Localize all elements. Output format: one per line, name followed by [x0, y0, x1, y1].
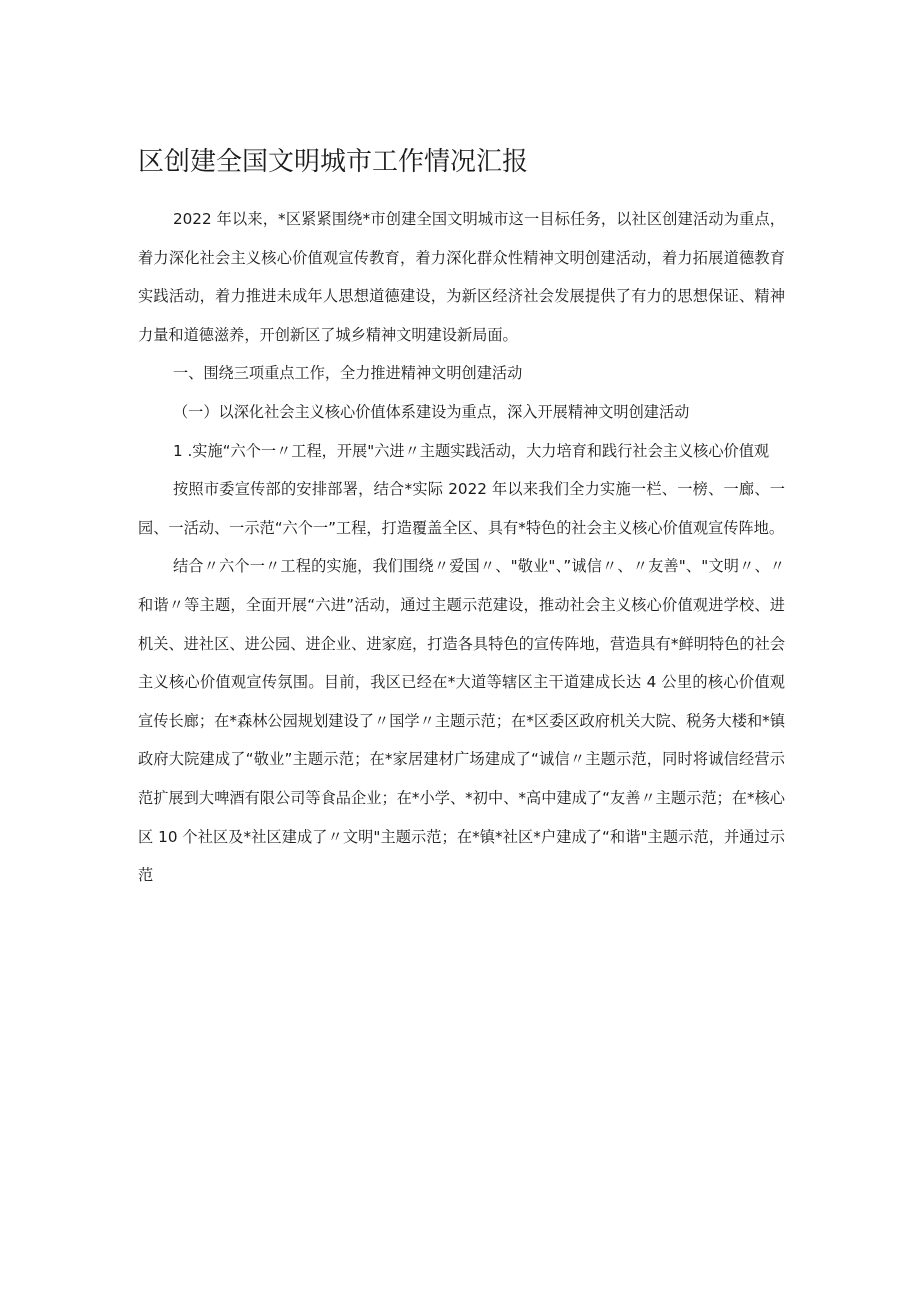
document-body [138, 200, 785, 895]
heading-item-1: 1 .实施“六个一〃工程，开展"六进〃主题实践活动，大力培育和践行社会主义核心价值观 [172, 441, 770, 460]
paragraph-intro: 2022 年以来，*区紧紧围绕*市创建全国文明城市这一目标任务，以社区创建活动为重点，着力深化社会主义核心价值观宣传教育，着力深化群众性精神文明创建活动，着力拓展道德教育实践活动，着力推进未成年人思想道德建设，为新区经济社会发展提供了有力的思想保证、精神力量和道德滋养，开创新区了城乡精神文明建设新局面。 [138, 210, 785, 344]
paragraph-six-ones: 按照市委宣传部的安排部署，结合*实际 2022 年以来我们全力实施一栏、一榜、一廊、一园、一活动、一示范“六个一”工程，打造覆盖全区、具有*特色的社会主义核心价值观宣传阵地。 [138, 480, 785, 537]
heading-subsection-1: （一）以深化社会主义核心价值体系建设为重点，深入开展精神文明创建活动 [172, 402, 690, 421]
document-title: 区创建全国文明城市工作情况汇报 [138, 147, 529, 177]
heading-section-1: 一、围绕三项重点工作，全力推进精神文明创建活动 [172, 364, 523, 383]
paragraph-six-entries: 结合〃六个一〃工程的实施，我们围绕〃爱国〃、"敬业"、”诚信〃、〃友善"、"文明〃、〃和谐〃等主题，全面开展“六进”活动，通过主题示范建设，推动社会主义核心价值观进学校、进机关、进社区、进公园、进企业、进家庭，打造各具特色的宣传阵地，营造具有*鲜明特色的社会主义核心价值观宣传氛围。目前，我区已经在*大道等辖区主干道建成长达 4 公里的核心价值观宣传长廊；在*森林公园规划建设了〃国学〃主题示范；在*区委区政府机关大院、税务大楼和*镇政府大院建成了“敬业”主题示范；在*家居建材广场建成了“诚信〃主题示范，同时将诚信经营示范扩展到大啤酒有限公司等食品企业；在*小学、*初中、*高中建成了“友善〃主题示范；在*核心区 10 个社区及*社区建成了〃文明"主题示范；在*镇*社区*户建成了“和谐"主题示范，并通过示范 [138, 557, 785, 885]
